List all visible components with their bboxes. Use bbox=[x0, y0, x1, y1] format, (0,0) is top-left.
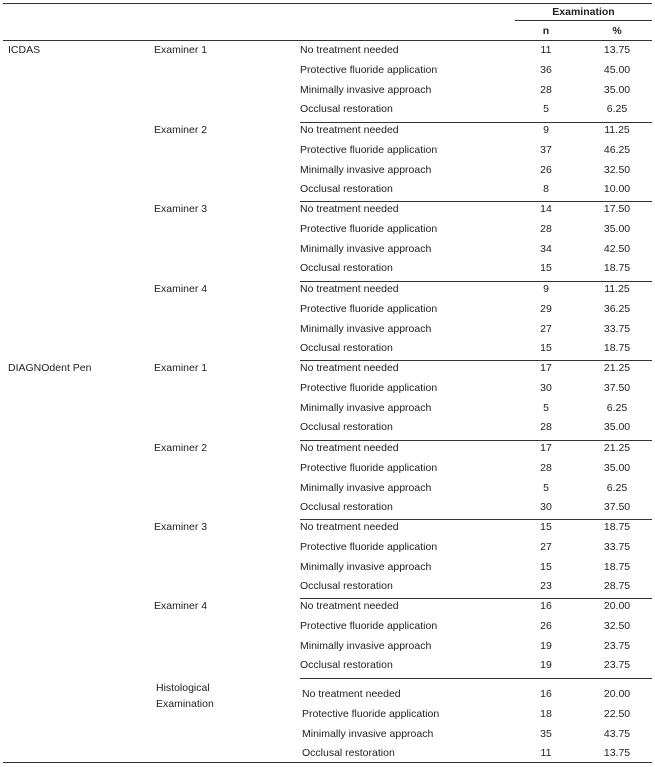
treatment-label: Protective fluoride application bbox=[300, 223, 438, 235]
percent-value: 13.75 bbox=[603, 747, 631, 759]
percent-value: 18.75 bbox=[603, 262, 631, 274]
count-value: 15 bbox=[540, 342, 552, 354]
treatment-label: Protective fluoride application bbox=[300, 382, 438, 394]
count-value: 11 bbox=[540, 44, 552, 56]
treatment-label: Minimally invasive approach bbox=[300, 164, 432, 176]
count-value: 34 bbox=[540, 243, 552, 255]
percent-value: 22.50 bbox=[603, 708, 631, 720]
treatment-label: Occlusal restoration bbox=[300, 659, 393, 671]
treatment-label: Occlusal restoration bbox=[302, 747, 395, 759]
examiner-label: Examiner 1 bbox=[154, 44, 208, 56]
count-value: 5 bbox=[543, 482, 549, 494]
percent-value: 23.75 bbox=[603, 640, 631, 652]
percent-value: 37.50 bbox=[603, 382, 631, 394]
examiner-label: Examiner 4 bbox=[154, 600, 208, 612]
percent-value: 18.75 bbox=[603, 521, 631, 533]
percent-value: 18.75 bbox=[603, 561, 631, 573]
treatment-label: No treatment needed bbox=[300, 600, 399, 612]
examiner-label: Histological Examination bbox=[156, 682, 214, 710]
count-value: 27 bbox=[540, 323, 552, 335]
examiner-label: Examiner 2 bbox=[154, 442, 208, 454]
percent-value: 10.00 bbox=[603, 183, 631, 195]
examiner-separator bbox=[300, 201, 652, 202]
count-value: 5 bbox=[543, 103, 549, 115]
count-value: 19 bbox=[540, 659, 552, 671]
count-value: 28 bbox=[540, 462, 552, 474]
percent-value: 13.75 bbox=[603, 44, 631, 56]
treatment-label: No treatment needed bbox=[300, 362, 399, 374]
percent-value: 23.75 bbox=[603, 659, 631, 671]
percent-value: 35.00 bbox=[603, 421, 631, 433]
percent-value: 6.25 bbox=[606, 402, 628, 414]
count-value: 18 bbox=[540, 708, 552, 720]
count-value: 30 bbox=[540, 382, 552, 394]
bottom-rule bbox=[3, 762, 652, 763]
count-value: 29 bbox=[540, 303, 552, 315]
count-value: 27 bbox=[540, 541, 552, 553]
percent-value: 33.75 bbox=[603, 541, 631, 553]
treatment-label: Occlusal restoration bbox=[300, 580, 393, 592]
percent-value: 20.00 bbox=[603, 688, 631, 700]
percent-value: 28.75 bbox=[603, 580, 631, 592]
count-value: 15 bbox=[540, 262, 552, 274]
percent-value: 35.00 bbox=[603, 223, 631, 235]
treatment-label: Occlusal restoration bbox=[300, 501, 393, 513]
percent-value: 35.00 bbox=[603, 462, 631, 474]
treatment-label: Protective fluoride application bbox=[300, 462, 438, 474]
count-value: 23 bbox=[540, 580, 552, 592]
count-value: 37 bbox=[540, 144, 552, 156]
percent-value: 20.00 bbox=[603, 600, 631, 612]
treatment-label: Minimally invasive approach bbox=[302, 728, 434, 740]
treatment-label: Protective fluoride application bbox=[300, 144, 438, 156]
percent-value: 21.25 bbox=[603, 362, 631, 374]
percent-value: 35.00 bbox=[603, 84, 631, 96]
count-value: 8 bbox=[543, 183, 549, 195]
percent-value: 32.50 bbox=[603, 164, 631, 176]
treatment-label: Protective fluoride application bbox=[300, 303, 438, 315]
treatment-label: Protective fluoride application bbox=[300, 64, 438, 76]
examiner-label: Examiner 3 bbox=[154, 203, 208, 215]
treatment-label: Minimally invasive approach bbox=[300, 482, 432, 494]
count-value: 9 bbox=[543, 124, 549, 136]
count-value: 5 bbox=[543, 402, 549, 414]
header-pct: % bbox=[612, 25, 622, 37]
count-value: 15 bbox=[540, 561, 552, 573]
method-label: DIAGNOdent Pen bbox=[8, 362, 92, 374]
header-n: n bbox=[542, 25, 550, 37]
percent-value: 21.25 bbox=[603, 442, 631, 454]
percent-value: 45.00 bbox=[603, 64, 631, 76]
top-rule bbox=[3, 3, 652, 4]
count-value: 17 bbox=[540, 362, 552, 374]
count-value: 36 bbox=[540, 64, 552, 76]
examiner-separator bbox=[300, 122, 652, 123]
percent-value: 17.50 bbox=[603, 203, 631, 215]
count-value: 26 bbox=[540, 620, 552, 632]
treatment-label: No treatment needed bbox=[300, 203, 399, 215]
count-value: 16 bbox=[540, 600, 552, 612]
examiner-label: Examiner 4 bbox=[154, 283, 208, 295]
count-value: 9 bbox=[543, 283, 549, 295]
count-value: 28 bbox=[540, 84, 552, 96]
count-value: 15 bbox=[540, 521, 552, 533]
percent-value: 6.25 bbox=[606, 482, 628, 494]
treatment-label: Occlusal restoration bbox=[300, 103, 393, 115]
percent-value: 37.50 bbox=[603, 501, 631, 513]
percent-value: 18.75 bbox=[603, 342, 631, 354]
treatment-label: No treatment needed bbox=[300, 44, 399, 56]
treatment-label: No treatment needed bbox=[302, 688, 401, 700]
examiner-label: Examiner 1 bbox=[154, 362, 208, 374]
treatment-label: No treatment needed bbox=[300, 521, 399, 533]
count-value: 11 bbox=[540, 747, 552, 759]
percent-value: 42.50 bbox=[603, 243, 631, 255]
percent-value: 46.25 bbox=[603, 144, 631, 156]
count-value: 26 bbox=[540, 164, 552, 176]
percent-value: 6.25 bbox=[606, 103, 628, 115]
examiner-separator bbox=[300, 440, 652, 441]
percent-value: 11.25 bbox=[604, 283, 630, 295]
treatment-label: Occlusal restoration bbox=[300, 421, 393, 433]
method-label: ICDAS bbox=[8, 44, 41, 56]
treatment-label: Minimally invasive approach bbox=[300, 561, 432, 573]
examiner-separator bbox=[300, 281, 652, 282]
count-value: 16 bbox=[540, 688, 552, 700]
treatment-label: Minimally invasive approach bbox=[300, 84, 432, 96]
percent-value: 36.25 bbox=[603, 303, 631, 315]
examiner-separator bbox=[300, 678, 652, 679]
treatment-label: Occlusal restoration bbox=[300, 183, 393, 195]
count-value: 17 bbox=[540, 442, 552, 454]
treatment-label: Minimally invasive approach bbox=[300, 402, 432, 414]
percent-value: 11.25 bbox=[604, 124, 630, 136]
count-value: 28 bbox=[540, 421, 552, 433]
count-value: 19 bbox=[540, 640, 552, 652]
treatment-label: Protective fluoride application bbox=[302, 708, 440, 720]
header-group-rule bbox=[515, 20, 652, 21]
count-value: 35 bbox=[540, 728, 552, 740]
treatment-label: Minimally invasive approach bbox=[300, 243, 432, 255]
treatment-label: No treatment needed bbox=[300, 283, 399, 295]
header-bottom-rule bbox=[3, 40, 652, 41]
examiner-separator bbox=[300, 360, 652, 361]
percent-value: 43.75 bbox=[603, 728, 631, 740]
treatment-label: Occlusal restoration bbox=[300, 262, 393, 274]
treatment-label: Protective fluoride application bbox=[300, 620, 438, 632]
treatment-label: Protective fluoride application bbox=[300, 541, 438, 553]
percent-value: 32.50 bbox=[603, 620, 631, 632]
treatment-label: No treatment needed bbox=[300, 442, 399, 454]
results-table bbox=[3, 0, 652, 767]
count-value: 30 bbox=[540, 501, 552, 513]
treatment-label: Minimally invasive approach bbox=[300, 323, 432, 335]
treatment-label: No treatment needed bbox=[300, 124, 399, 136]
examiner-label: Examiner 3 bbox=[154, 521, 208, 533]
examiner-separator bbox=[300, 519, 652, 520]
examiner-label: Examiner 2 bbox=[154, 124, 208, 136]
treatment-label: Occlusal restoration bbox=[300, 342, 393, 354]
header-group-label: Examination bbox=[552, 6, 615, 18]
count-value: 14 bbox=[540, 203, 552, 215]
treatment-label: Minimally invasive approach bbox=[300, 640, 432, 652]
percent-value: 33.75 bbox=[603, 323, 631, 335]
count-value: 28 bbox=[540, 223, 552, 235]
examiner-separator bbox=[300, 598, 652, 599]
